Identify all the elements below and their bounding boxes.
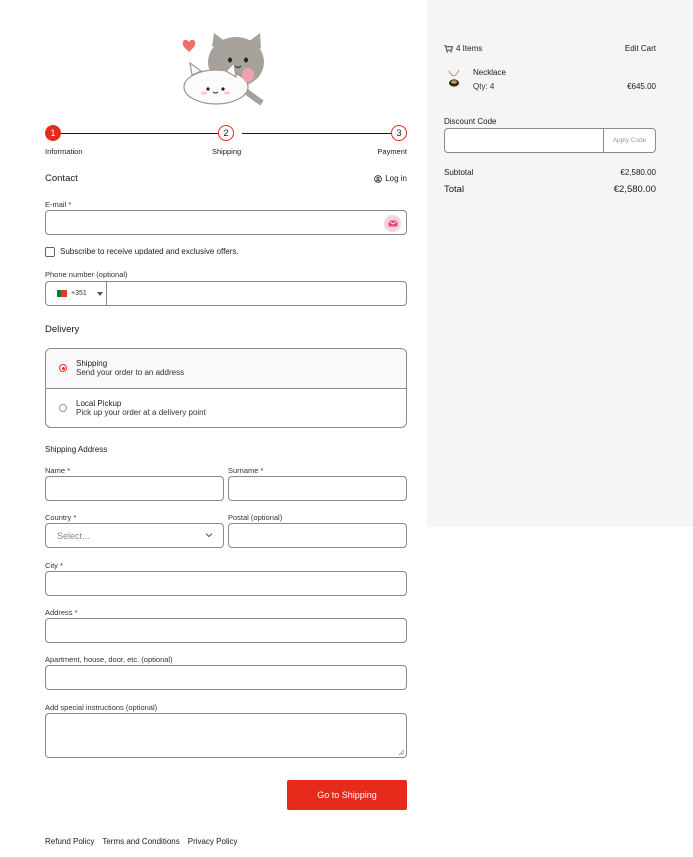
option-subtitle: Send your order to an address xyxy=(76,368,185,377)
postal-label: Postal (optional) xyxy=(228,513,283,522)
checkout-stepper xyxy=(45,125,407,157)
step-2-circle[interactable]: 2 xyxy=(218,125,234,141)
product-image xyxy=(444,67,464,89)
country-select[interactable] xyxy=(45,523,224,548)
country-code: +351 xyxy=(71,290,87,297)
city-label: City * xyxy=(45,561,63,570)
discount-label: Discount Code xyxy=(444,117,497,126)
subtotal-value: €2,580.00 xyxy=(620,168,656,177)
terms-link[interactable]: Terms and Conditions xyxy=(102,837,180,846)
email-label: E-mail * xyxy=(45,200,72,209)
total-label: Total xyxy=(444,184,465,195)
delivery-title: Delivery xyxy=(45,324,80,335)
privacy-policy-link[interactable]: Privacy Policy xyxy=(187,837,238,846)
city-field[interactable] xyxy=(45,571,407,596)
caret-down-icon xyxy=(97,292,103,296)
order-summary-panel xyxy=(427,0,693,527)
contact-title: Contact xyxy=(45,173,78,184)
shipping-radio[interactable] xyxy=(59,364,67,372)
product-price: €645.00 xyxy=(627,82,656,91)
step-3-circle[interactable]: 3 xyxy=(391,125,407,141)
shipping-address-title: Shipping Address xyxy=(45,445,108,454)
option-title: Local Pickup xyxy=(76,399,122,408)
edit-cart-link[interactable]: Edit Cart xyxy=(624,44,656,53)
step-connector xyxy=(242,133,391,134)
instructions-label: Add special instructions (optional) xyxy=(45,703,158,712)
step-3-label: Payment xyxy=(377,147,407,156)
footer-links xyxy=(45,837,238,846)
name-label: Name * xyxy=(45,466,71,475)
delivery-option-pickup[interactable] xyxy=(46,389,406,428)
resize-handle-icon[interactable] xyxy=(398,749,404,755)
user-icon xyxy=(374,175,382,183)
country-placeholder: Select... xyxy=(57,531,90,541)
apartment-field[interactable] xyxy=(45,665,407,690)
surname-label: Surname * xyxy=(228,466,264,475)
postal-field[interactable] xyxy=(228,523,407,548)
chevron-down-icon xyxy=(205,532,213,538)
step-1-circle[interactable]: 1 xyxy=(45,125,61,141)
address-label: Address * xyxy=(45,608,78,617)
discount-code-input[interactable] xyxy=(444,128,604,153)
cart-items-count xyxy=(444,44,482,53)
cart-icon xyxy=(444,45,453,53)
address-field[interactable] xyxy=(45,618,407,643)
surname-field[interactable] xyxy=(228,476,407,501)
step-2-label: Shipping xyxy=(212,147,242,156)
option-title: Shipping xyxy=(76,359,108,368)
country-label: Country * xyxy=(45,513,77,522)
mail-icon xyxy=(384,215,401,232)
login-link[interactable] xyxy=(374,174,407,183)
apply-code-button[interactable]: Apply Code xyxy=(603,128,656,153)
name-field[interactable] xyxy=(45,476,224,501)
country-code-selector[interactable] xyxy=(46,282,107,305)
subscribe-label: Subscribe to receive updated and exclusive offers. xyxy=(60,247,239,256)
subscribe-checkbox[interactable] xyxy=(45,247,55,257)
product-name: Necklace xyxy=(473,68,506,77)
go-to-shipping-button[interactable]: Go to Shipping xyxy=(287,780,407,810)
instructions-textarea[interactable] xyxy=(45,713,407,758)
portugal-flag-icon xyxy=(57,290,67,297)
login-label: Log in xyxy=(385,174,407,183)
product-qty: Qty: 4 xyxy=(473,82,495,91)
apartment-label: Apartment, house, door, etc. (optional) xyxy=(45,655,173,664)
step-connector xyxy=(61,133,226,134)
subtotal-label: Subtotal xyxy=(444,168,474,177)
phone-label: Phone number (optional) xyxy=(45,270,128,279)
refund-policy-link[interactable]: Refund Policy xyxy=(45,837,95,846)
phone-field[interactable] xyxy=(45,281,407,306)
delivery-option-shipping[interactable] xyxy=(46,349,406,389)
option-subtitle: Pick up your order at a delivery point xyxy=(76,408,206,417)
cat-logo-icon xyxy=(170,25,275,107)
items-count-label: 4 Items xyxy=(456,44,483,53)
pickup-radio[interactable] xyxy=(59,404,67,412)
delivery-options xyxy=(45,348,407,428)
email-field[interactable] xyxy=(45,210,407,235)
total-value: €2,580.00 xyxy=(613,184,656,195)
step-1-label: Information xyxy=(45,147,83,156)
